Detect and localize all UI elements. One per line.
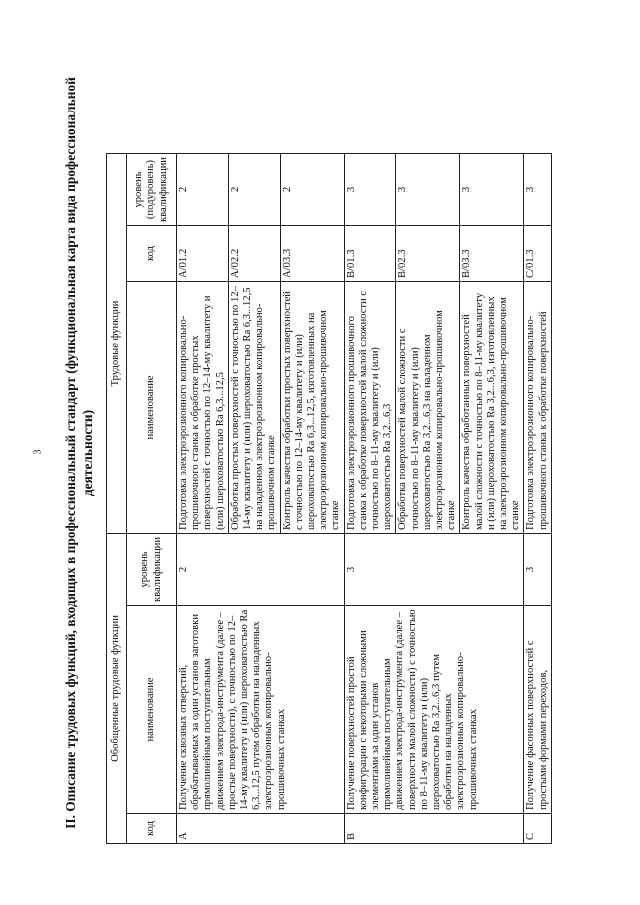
header-generalized: Обобщенные трудовые функции [107,534,127,844]
function-code: B/01.3 [344,226,396,282]
header-sublevel: уровень (подуровень) квалификации [127,154,177,226]
function-name: Обработка простых поверхностей с точностью по 12–14-му квалитету и (или) шероховатостью Ra 6,3...12,5 на наладенном электроэрозионном копировально-прошивочном станке [228,282,280,534]
function-level: 2 [280,154,344,226]
function-code: B/03.3 [460,226,524,282]
group-code: В [344,814,524,844]
header-name: наименование [127,606,177,814]
group-name: Получение поверхностей простой конфигурации с некоторыми сложными элементами за один установ прямолинейным поступательным движением электрода-инструмента (далее – поверхности малой сложности) с точностью по 8–11-му квалитету и (или) шероховатостью Ra 3,2...6,3 путем обработки на наладенных электроэрозионных копировально-прошивочных станках [344,606,524,814]
header-labor: Трудовые функции [107,154,127,534]
function-name: Контроль качества обработанных поверхностей малой сложности с точностью по 8–11-му квалитету и (или) шероховатостью Ra 3,2...6,3, изготовленных на электроэрозионном копировально-прошивочном станке [460,282,524,534]
function-code: A/02.2 [228,226,280,282]
header-function-code: код [127,226,177,282]
group-level: 3 [524,534,551,606]
header-code: код [127,814,177,844]
function-level: 2 [228,154,280,226]
header-level: уровень квалификации [127,534,177,606]
function-level: 3 [460,154,524,226]
functional-map-table [106,153,552,844]
page-number: 3 [32,449,44,455]
function-name: Подготовка электроэрозионного копировально-прошивочного станка к обработке простых поверхностей с точностью по 12–14-му квалитету и (или) шероховатостью Ra 6,3...12,5 [177,282,229,534]
function-level: 3 [396,154,460,226]
function-name: Подготовка электроэрозионного копировально-прошивочного станка к обработке поверхностей [524,282,551,534]
function-name: Контроль качества обработки простых поверхностей с точностью по 12–14-му квалитету и (или) шероховатостью Ra 6,3...12,5, изготовленных на электроэрозионном копировально-прошивочном станке [280,282,344,534]
header-function-name: наименование [127,282,177,534]
table-row [524,154,551,844]
function-code: C/01.3 [524,226,551,282]
function-code: A/03.3 [280,226,344,282]
function-level: 3 [524,154,551,226]
function-code: A/01.2 [177,226,229,282]
group-level: 2 [177,534,345,606]
table-row [177,154,229,844]
function-code: B/02.3 [396,226,460,282]
group-name: Получение сквозных отверстий, обрабатываемых за один установ заготовки прямолинейным поступательным движением электрода-инструмента (далее – простые поверхности), с точностью по 12–14-му квалитету и (или) шероховатостью Ra 6,3...12,5 путем обработки на наладенных электроэрозионных копировально-прошивочных станках [177,606,345,814]
function-name: Подготовка электроэрозионного прошивочного станка к обработке поверхностей малой сложности с точностью по 8–11-му квалитету и (или) шероховатостью Ra 3,2...6,3 [344,282,396,534]
section-title: II. Описание трудовых функций, входящих в профессиональный стандарт (функциональная карта вида профессиональной деятельности) [63,77,95,829]
group-name: Получение фасонных поверхностей с простыми формами переходов, [524,606,551,814]
function-level: 2 [177,154,229,226]
function-name: Обработка поверхностей малой сложности с точностью по 8–11-му квалитету и (или) шероховатостью Ra 3,2...6,3 на наладенном электроэрозионном копировально-прошивочном станке [396,282,460,534]
group-code: С [524,814,551,844]
group-code: А [177,814,345,844]
table-row [344,154,396,844]
rotated-page [8,58,608,848]
function-level: 3 [344,154,396,226]
group-level: 3 [344,534,524,606]
